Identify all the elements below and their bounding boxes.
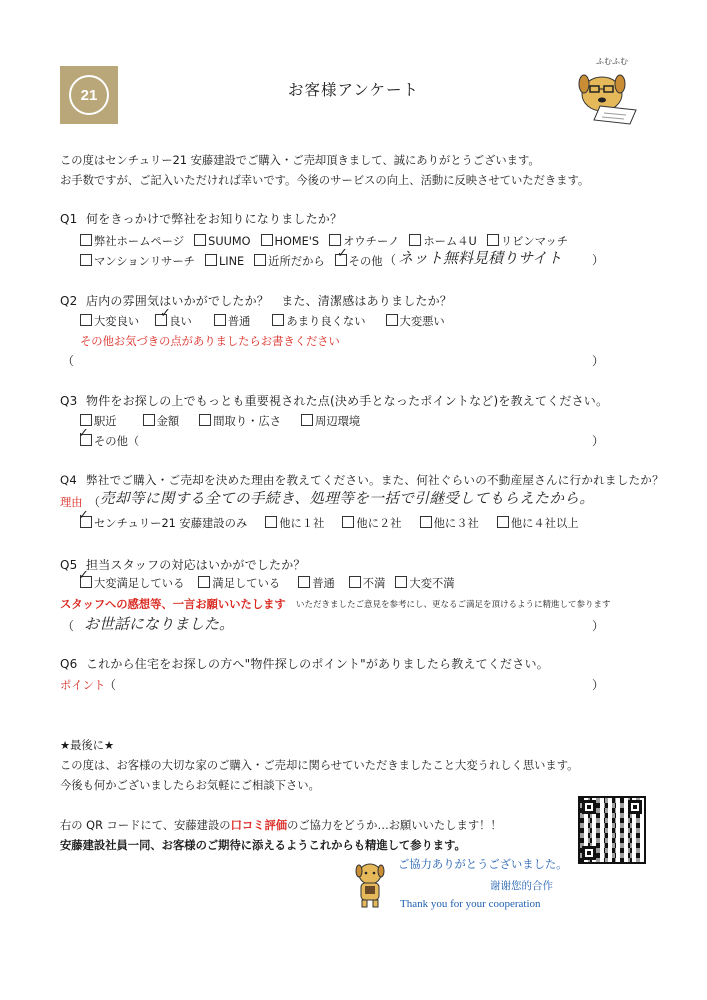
q5-option[interactable]: 不満 xyxy=(349,575,386,591)
checkbox[interactable] xyxy=(395,576,407,588)
q5-open-paren: （ xyxy=(62,619,75,633)
checkbox[interactable] xyxy=(205,254,217,266)
intro-text xyxy=(60,151,660,191)
q3-option[interactable]: 周辺環境 xyxy=(301,413,360,429)
q3-options xyxy=(80,413,370,429)
logo-mark: 21 xyxy=(69,75,109,115)
q5-note: いただきましたご意見を参考にし、更なるご満足を頂けるように精進して参ります xyxy=(296,600,611,610)
qr-finder xyxy=(628,800,642,814)
checkbox[interactable] xyxy=(143,414,155,426)
q3-other[interactable]: その他（ xyxy=(80,433,139,449)
checkbox[interactable] xyxy=(198,576,210,588)
thanks-chinese: 谢谢您的合作 xyxy=(490,880,553,892)
q1-handwritten-answer: ネット無料見積りサイト xyxy=(398,249,562,267)
q4-option[interactable]: 他に３社 xyxy=(420,515,479,531)
q3-text: 物件をお探しの上でもっとも重要視された点(決め手となったポイントなど)を教えてください。 xyxy=(86,394,609,408)
q6-number: Q6 xyxy=(60,657,78,671)
qr-finder xyxy=(582,846,596,860)
q3-close-paren: ） xyxy=(592,434,605,448)
checkbox[interactable] xyxy=(80,314,92,326)
q1-option[interactable]: SUUMO xyxy=(194,234,250,248)
checkbox[interactable] xyxy=(497,516,509,528)
q4-handwritten-answer: 売却等に関する全ての手続き、処理等を一括で引継受してもらえたから。 xyxy=(100,491,595,507)
checkbox[interactable] xyxy=(265,516,277,528)
q2-option[interactable]: 良い xyxy=(155,313,192,329)
q4-option[interactable]: センチュリー21 安藤建設のみ xyxy=(80,515,247,531)
thanks-japanese: ご協力ありがとうございました。 xyxy=(398,859,568,871)
qr-request-line-1: 右の QR コードにて、安藤建設の口コミ評価のご協力をどうか…お願いいたします！！ xyxy=(60,819,502,832)
mascot-dog-bowing-icon xyxy=(348,860,394,910)
q2-prompt: その他お気づきの点がありましたらお書きください xyxy=(80,335,340,348)
q4-text: 弊社でご購入・ご売却を決めた理由を教えてください。また、何社ぐらいの不動産屋さんに行かれましたか？ xyxy=(86,473,664,487)
q5-close-paren: ） xyxy=(592,619,605,633)
q5-handwritten-answer: お世話になりました。 xyxy=(84,615,235,633)
q5-number: Q5 xyxy=(60,558,78,572)
checkbox[interactable] xyxy=(194,234,206,246)
q4-options xyxy=(80,515,589,531)
qr-finder xyxy=(582,800,596,814)
checkbox[interactable] xyxy=(80,254,92,266)
q1-text: 何をきっかけで弊社をお知りになりましたか？ xyxy=(86,212,343,226)
q2-question xyxy=(60,292,452,309)
q1-option[interactable]: オウチーノ xyxy=(329,233,399,249)
q6-open-paren: （ xyxy=(104,678,117,692)
q3-option[interactable]: 間取り・広さ xyxy=(199,413,281,429)
q2-option[interactable]: 普通 xyxy=(214,313,251,329)
q1-option-other[interactable]: その他 xyxy=(335,253,383,269)
checkbox[interactable] xyxy=(261,234,273,246)
q4-question xyxy=(60,472,664,488)
checkbox[interactable] xyxy=(409,234,421,246)
checkbox[interactable] xyxy=(487,234,499,246)
q4-option[interactable]: 他に２社 xyxy=(342,515,401,531)
q4-open-paren: （ xyxy=(88,495,101,509)
q2-number: Q2 xyxy=(60,294,78,308)
closing-section xyxy=(60,736,578,796)
q2-option[interactable]: 大変良い xyxy=(80,313,139,329)
q1-open-paren: （ xyxy=(384,253,397,267)
q3-number: Q3 xyxy=(60,394,78,408)
q1-number: Q1 xyxy=(60,212,78,226)
checkbox[interactable] xyxy=(214,314,226,326)
checkbox[interactable] xyxy=(420,516,432,528)
q4-number: Q4 xyxy=(60,473,77,487)
q1-option[interactable]: マンションリサーチ xyxy=(80,253,195,269)
q5-prompt: スタッフへの感想等、一言お願いいたします xyxy=(60,598,286,611)
q1-option[interactable]: リビンマッチ xyxy=(487,233,568,249)
q2-close-paren: ） xyxy=(592,354,605,368)
thanks-english: Thank you for your cooperation xyxy=(400,898,541,910)
qr-code[interactable] xyxy=(578,796,646,864)
q5-text: 担当スタッフの対応はいかがでしたか？ xyxy=(86,558,306,572)
checkbox[interactable] xyxy=(349,576,361,588)
closing-line-2: 今後も何かございましたらお気軽にご相談下さい。 xyxy=(60,779,320,792)
q6-close-paren: ） xyxy=(592,678,605,692)
q1-close-paren: ） xyxy=(592,253,605,267)
page-title: お客様アンケート xyxy=(287,81,420,99)
qr-request xyxy=(60,816,502,856)
review-highlight: 口コミ評価 xyxy=(230,819,288,832)
q3-option[interactable]: 金額 xyxy=(143,413,180,429)
intro-line-1: この度はセンチュリー21 安藤建設でご購入・ご売却頂きまして、誠にありがとうございます。 xyxy=(60,154,540,167)
q5-options xyxy=(80,575,465,591)
q2-option[interactable]: あまり良くない xyxy=(272,313,365,329)
q5-option[interactable]: 満足している xyxy=(198,575,280,591)
checkbox[interactable] xyxy=(80,234,92,246)
mascot-dog-writing-icon xyxy=(566,54,646,126)
q6-text: これから住宅をお探しの方へ"物件探しのポイント"がありましたら教えてください。 xyxy=(86,657,549,671)
checkbox[interactable] xyxy=(199,414,211,426)
q4-option[interactable]: 他に４社以上 xyxy=(497,515,579,531)
check-mark-icon: ✓ xyxy=(337,246,348,261)
q6-question xyxy=(60,655,549,672)
q1-option[interactable]: LINE xyxy=(205,254,244,268)
intro-line-2: お手数ですが、ご記入いただければ幸いです。今後のサービスの向上、活動に反映させていただきます。 xyxy=(60,174,590,187)
check-mark-icon: ✓ xyxy=(78,426,89,441)
q5-option[interactable]: 普通 xyxy=(298,575,335,591)
checkbox[interactable] xyxy=(342,516,354,528)
checkbox[interactable] xyxy=(80,414,92,426)
check-mark-icon: ✓ xyxy=(160,306,171,321)
closing-heading: ★最後に★ xyxy=(60,739,115,752)
q1-option[interactable]: 弊社ホームページ xyxy=(80,233,184,249)
checkbox[interactable] xyxy=(329,234,341,246)
q3-option[interactable]: 駅近 xyxy=(80,413,117,429)
checkbox[interactable] xyxy=(386,314,398,326)
q5-option[interactable]: 大変満足している xyxy=(80,575,184,591)
q5-question xyxy=(60,556,306,573)
closing-line-1: この度は、お客様の大切な家のご購入・ご売却に関らせていただきましたこと大変うれしく思います。 xyxy=(60,759,579,772)
checkbox[interactable] xyxy=(301,414,313,426)
q4-reason-label: 理由 xyxy=(60,496,83,509)
q5-option[interactable]: 大変不満 xyxy=(395,575,454,591)
q6-point-label: ポイント xyxy=(60,679,106,692)
q1-question xyxy=(60,210,342,227)
checkbox[interactable] xyxy=(254,254,266,266)
q1-option[interactable]: HOME'S xyxy=(261,234,320,248)
check-mark-icon: ✓ xyxy=(78,508,89,523)
checkbox[interactable] xyxy=(272,314,284,326)
checkbox[interactable] xyxy=(298,576,310,588)
mascot-caption: ふむふむ xyxy=(596,57,628,66)
q1-option[interactable]: ホーム４U xyxy=(409,233,476,249)
check-mark-icon: ✓ xyxy=(78,568,89,583)
q2-open-paren: （ xyxy=(62,354,75,368)
q1-option[interactable]: 近所だから xyxy=(254,253,325,269)
q3-question xyxy=(60,392,608,409)
qr-request-line-2: 安藤建設社員一同、お客様のご期待に添えるようこれからも精進して参ります。 xyxy=(60,839,466,852)
q2-option[interactable]: 大変悪い xyxy=(386,313,445,329)
q2-text: 店内の雰囲気はいかがでしたか？ また、清潔感はありましたか？ xyxy=(86,294,453,308)
q4-option[interactable]: 他に１社 xyxy=(265,515,324,531)
q2-options xyxy=(80,313,455,329)
